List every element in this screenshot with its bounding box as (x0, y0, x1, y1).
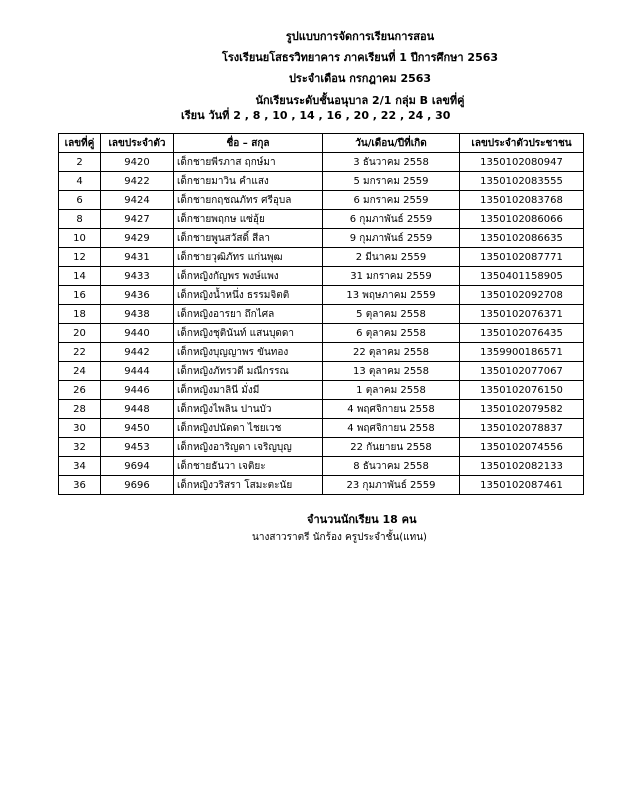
table-row (59, 172, 584, 191)
row-name: เด็กชายพฤกษ แซ่อุ้ย (174, 210, 323, 229)
row-birthdate: 22 กันยายน 2558 (323, 438, 460, 457)
student-total: จำนวนนักเรียน 18 คน (307, 513, 417, 526)
row-name: เด็กหญิงอาริญดา เจริญบุญ (174, 438, 323, 457)
row-birthdate: 13 ตุลาคม 2558 (323, 362, 460, 381)
row-birthdate: 5 ตุลาคม 2558 (323, 305, 460, 324)
table-row (59, 457, 584, 476)
row-name: เด็กหญิงไพลิน ปานบัว (174, 400, 323, 419)
row-student-id: 9438 (101, 305, 174, 324)
table-row (59, 248, 584, 267)
row-number: 36 (59, 476, 101, 495)
row-birthdate: 4 พฤศจิกายน 2558 (323, 400, 460, 419)
row-student-id: 9440 (101, 324, 174, 343)
row-national-id: 1350102083555 (460, 172, 584, 191)
row-name: เด็กชายมาวิน คำแสง (174, 172, 323, 191)
row-student-id: 9442 (101, 343, 174, 362)
row-student-id: 9427 (101, 210, 174, 229)
row-birthdate: 1 ตุลาคม 2558 (323, 381, 460, 400)
row-name: เด็กหญิงน้ำหนึ่ง ธรรมจิตติ (174, 286, 323, 305)
row-number: 28 (59, 400, 101, 419)
row-national-id: 1350102086635 (460, 229, 584, 248)
table-header-row (59, 134, 584, 153)
row-birthdate: 2 มีนาคม 2559 (323, 248, 460, 267)
table-row (59, 153, 584, 172)
row-name: เด็กชายธันวา เจติยะ (174, 457, 323, 476)
table-row (59, 229, 584, 248)
table-row (59, 343, 584, 362)
row-birthdate: 31 มกราคม 2559 (323, 267, 460, 286)
row-student-id: 9433 (101, 267, 174, 286)
row-student-id: 9453 (101, 438, 174, 457)
row-name: เด็กหญิงกัญพร พงษ์แพง (174, 267, 323, 286)
table-row (59, 419, 584, 438)
row-name: เด็กหญิงมาลินี มั่งมี (174, 381, 323, 400)
teacher-signature-line: นางสาวราตรี นักร้อง ครูประจำชั้น(แทน) (252, 532, 427, 543)
row-birthdate: 9 กุมภาพันธ์ 2559 (323, 229, 460, 248)
row-national-id: 1350102077067 (460, 362, 584, 381)
row-national-id: 1350102076150 (460, 381, 584, 400)
row-student-id: 9450 (101, 419, 174, 438)
row-number: 2 (59, 153, 101, 172)
row-name: เด็กหญิงวริสรา โสมะตะนัย (174, 476, 323, 495)
row-birthdate: 4 พฤศจิกายน 2558 (323, 419, 460, 438)
document-title: รูปแบบการจัดการเรียนการสอน (285, 30, 435, 43)
row-student-id: 9444 (101, 362, 174, 381)
row-number: 6 (59, 191, 101, 210)
table-row (59, 381, 584, 400)
row-birthdate: 3 ธันวาคม 2558 (323, 153, 460, 172)
table-row (59, 362, 584, 381)
row-student-id: 9696 (101, 476, 174, 495)
col-header-student-id: เลขประจำตัว (101, 134, 174, 153)
row-birthdate: 22 ตุลาคม 2558 (323, 343, 460, 362)
table-row (59, 210, 584, 229)
row-name: เด็กชายพีรภาส ฤกษ์มา (174, 153, 323, 172)
row-student-id: 9422 (101, 172, 174, 191)
row-student-id: 9424 (101, 191, 174, 210)
row-student-id: 9431 (101, 248, 174, 267)
row-number: 10 (59, 229, 101, 248)
row-number: 12 (59, 248, 101, 267)
col-header-number: เลขที่คู่ (59, 134, 101, 153)
row-number: 26 (59, 381, 101, 400)
row-number: 30 (59, 419, 101, 438)
row-number: 24 (59, 362, 101, 381)
row-national-id: 1350102076435 (460, 324, 584, 343)
row-national-id: 1350102087771 (460, 248, 584, 267)
study-dates-line: เรียน วันที่ 2 , 8 , 10 , 14 , 16 , 20 , 22 , 24 , 30 (181, 109, 451, 122)
table-row (59, 438, 584, 457)
table-row (59, 400, 584, 419)
row-national-id: 1350102087461 (460, 476, 584, 495)
row-national-id: 1350102076371 (460, 305, 584, 324)
table-row (59, 324, 584, 343)
school-semester-line: โรงเรียนยโสธรวิทยาคาร ภาคเรียนที่ 1 ปีการศึกษา 2563 (221, 51, 499, 64)
row-number: 16 (59, 286, 101, 305)
col-header-name: ชื่อ – สกุล (174, 134, 323, 153)
row-birthdate: 6 มกราคม 2559 (323, 191, 460, 210)
row-national-id: 1350102086066 (460, 210, 584, 229)
col-header-national-id: เลขประจำตัวประชาชน (460, 134, 584, 153)
row-number: 22 (59, 343, 101, 362)
row-number: 34 (59, 457, 101, 476)
row-name: เด็กหญิงอารยา ถึกไศล (174, 305, 323, 324)
row-number: 32 (59, 438, 101, 457)
row-number: 4 (59, 172, 101, 191)
row-birthdate: 5 มกราคม 2559 (323, 172, 460, 191)
class-group-line: นักเรียนระดับชั้นอนุบาล 2/1 กลุ่ม B เลขที่คู่ (255, 94, 465, 107)
col-header-birthdate: วัน/เดือน/ปีที่เกิด (323, 134, 460, 153)
student-table (58, 133, 584, 495)
row-name: เด็กชายพูนสวัสดิ์ สีลา (174, 229, 323, 248)
row-student-id: 9429 (101, 229, 174, 248)
row-name: เด็กชายวุฒิภัทร แก่นพุฒ (174, 248, 323, 267)
table-row (59, 286, 584, 305)
row-student-id: 9446 (101, 381, 174, 400)
row-number: 20 (59, 324, 101, 343)
row-number: 18 (59, 305, 101, 324)
row-student-id: 9694 (101, 457, 174, 476)
row-name: เด็กชายกฤชณภัทร ศรีอุบล (174, 191, 323, 210)
row-name: เด็กหญิงปนัดดา ไชยเวช (174, 419, 323, 438)
row-student-id: 9436 (101, 286, 174, 305)
table-row (59, 305, 584, 324)
row-national-id: 1350102074556 (460, 438, 584, 457)
table-row (59, 476, 584, 495)
month-line: ประจำเดือน กรกฎาคม 2563 (288, 72, 432, 85)
row-birthdate: 6 กุมภาพันธ์ 2559 (323, 210, 460, 229)
row-birthdate: 6 ตุลาคม 2558 (323, 324, 460, 343)
row-national-id: 1350102082133 (460, 457, 584, 476)
table-row (59, 191, 584, 210)
row-birthdate: 13 พฤษภาคม 2559 (323, 286, 460, 305)
row-national-id: 1350102092708 (460, 286, 584, 305)
row-national-id: 1350102078837 (460, 419, 584, 438)
row-birthdate: 8 ธันวาคม 2558 (323, 457, 460, 476)
row-student-id: 9448 (101, 400, 174, 419)
row-national-id: 1350102083768 (460, 191, 584, 210)
row-national-id: 1359900186571 (460, 343, 584, 362)
row-birthdate: 23 กุมภาพันธ์ 2559 (323, 476, 460, 495)
row-national-id: 1350102079582 (460, 400, 584, 419)
row-name: เด็กหญิงชุตินันท์ แสนบุดดา (174, 324, 323, 343)
row-name: เด็กหญิงภัทรวดี มณีกรรณ (174, 362, 323, 381)
row-national-id: 1350401158905 (460, 267, 584, 286)
row-national-id: 1350102080947 (460, 153, 584, 172)
row-name: เด็กหญิงบุญญาพร ขันทอง (174, 343, 323, 362)
row-number: 14 (59, 267, 101, 286)
table-row (59, 267, 584, 286)
row-student-id: 9420 (101, 153, 174, 172)
row-number: 8 (59, 210, 101, 229)
